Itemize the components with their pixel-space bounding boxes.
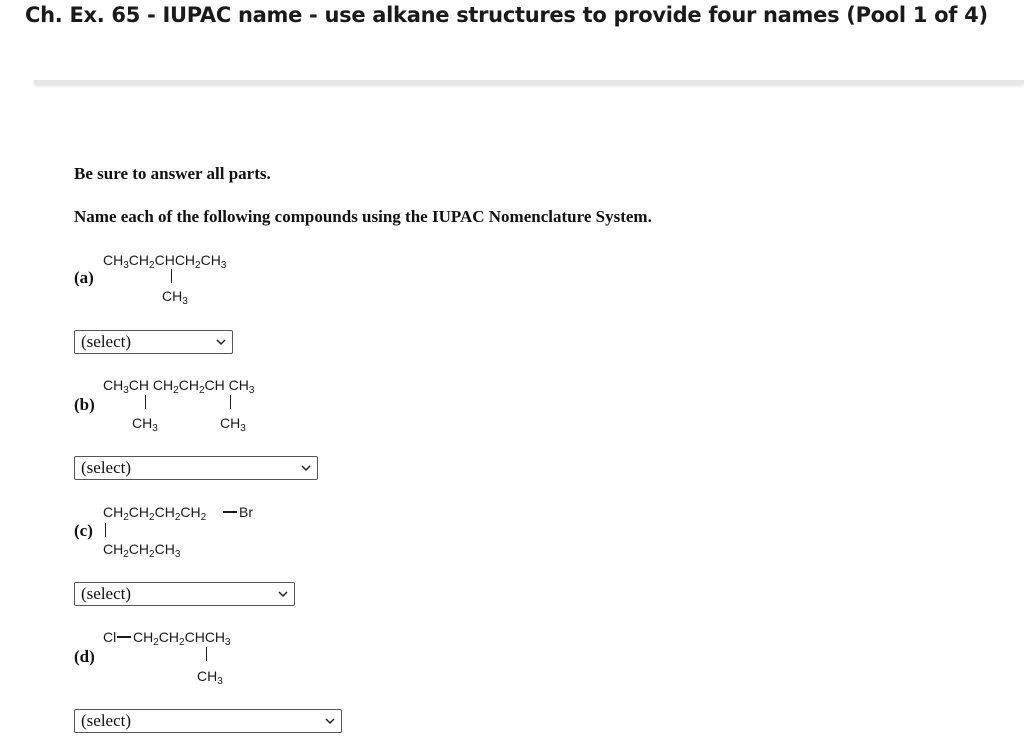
part-d-label: (d)	[74, 647, 95, 666]
chevron-down-icon	[300, 462, 312, 474]
part-b-select-value: (select)	[81, 458, 132, 477]
part-a-select-value: (select)	[81, 332, 132, 351]
chevron-down-icon	[324, 715, 336, 727]
part-d-select-value: (select)	[81, 711, 132, 730]
part-b-select[interactable]	[74, 456, 318, 480]
part-a-select[interactable]	[74, 330, 233, 354]
chevron-down-icon	[277, 588, 289, 600]
part-c-label: (c)	[74, 521, 93, 540]
part-c-select-value: (select)	[81, 584, 132, 603]
part-c-select[interactable]	[74, 582, 295, 606]
page-title: Ch. Ex. 65 - IUPAC name - use alkane structures to provide four names (Pool 1 of 4)	[25, 3, 988, 27]
header-divider	[34, 80, 1024, 84]
chevron-down-icon	[215, 336, 227, 348]
question-prompt: Name each of the following compounds using the IUPAC Nomenclature System.	[74, 207, 652, 226]
part-b-label: (b)	[74, 395, 95, 414]
part-d-select[interactable]	[74, 709, 342, 733]
part-a-label: (a)	[74, 268, 94, 287]
answer-all-instruction: Be sure to answer all parts.	[74, 164, 271, 183]
